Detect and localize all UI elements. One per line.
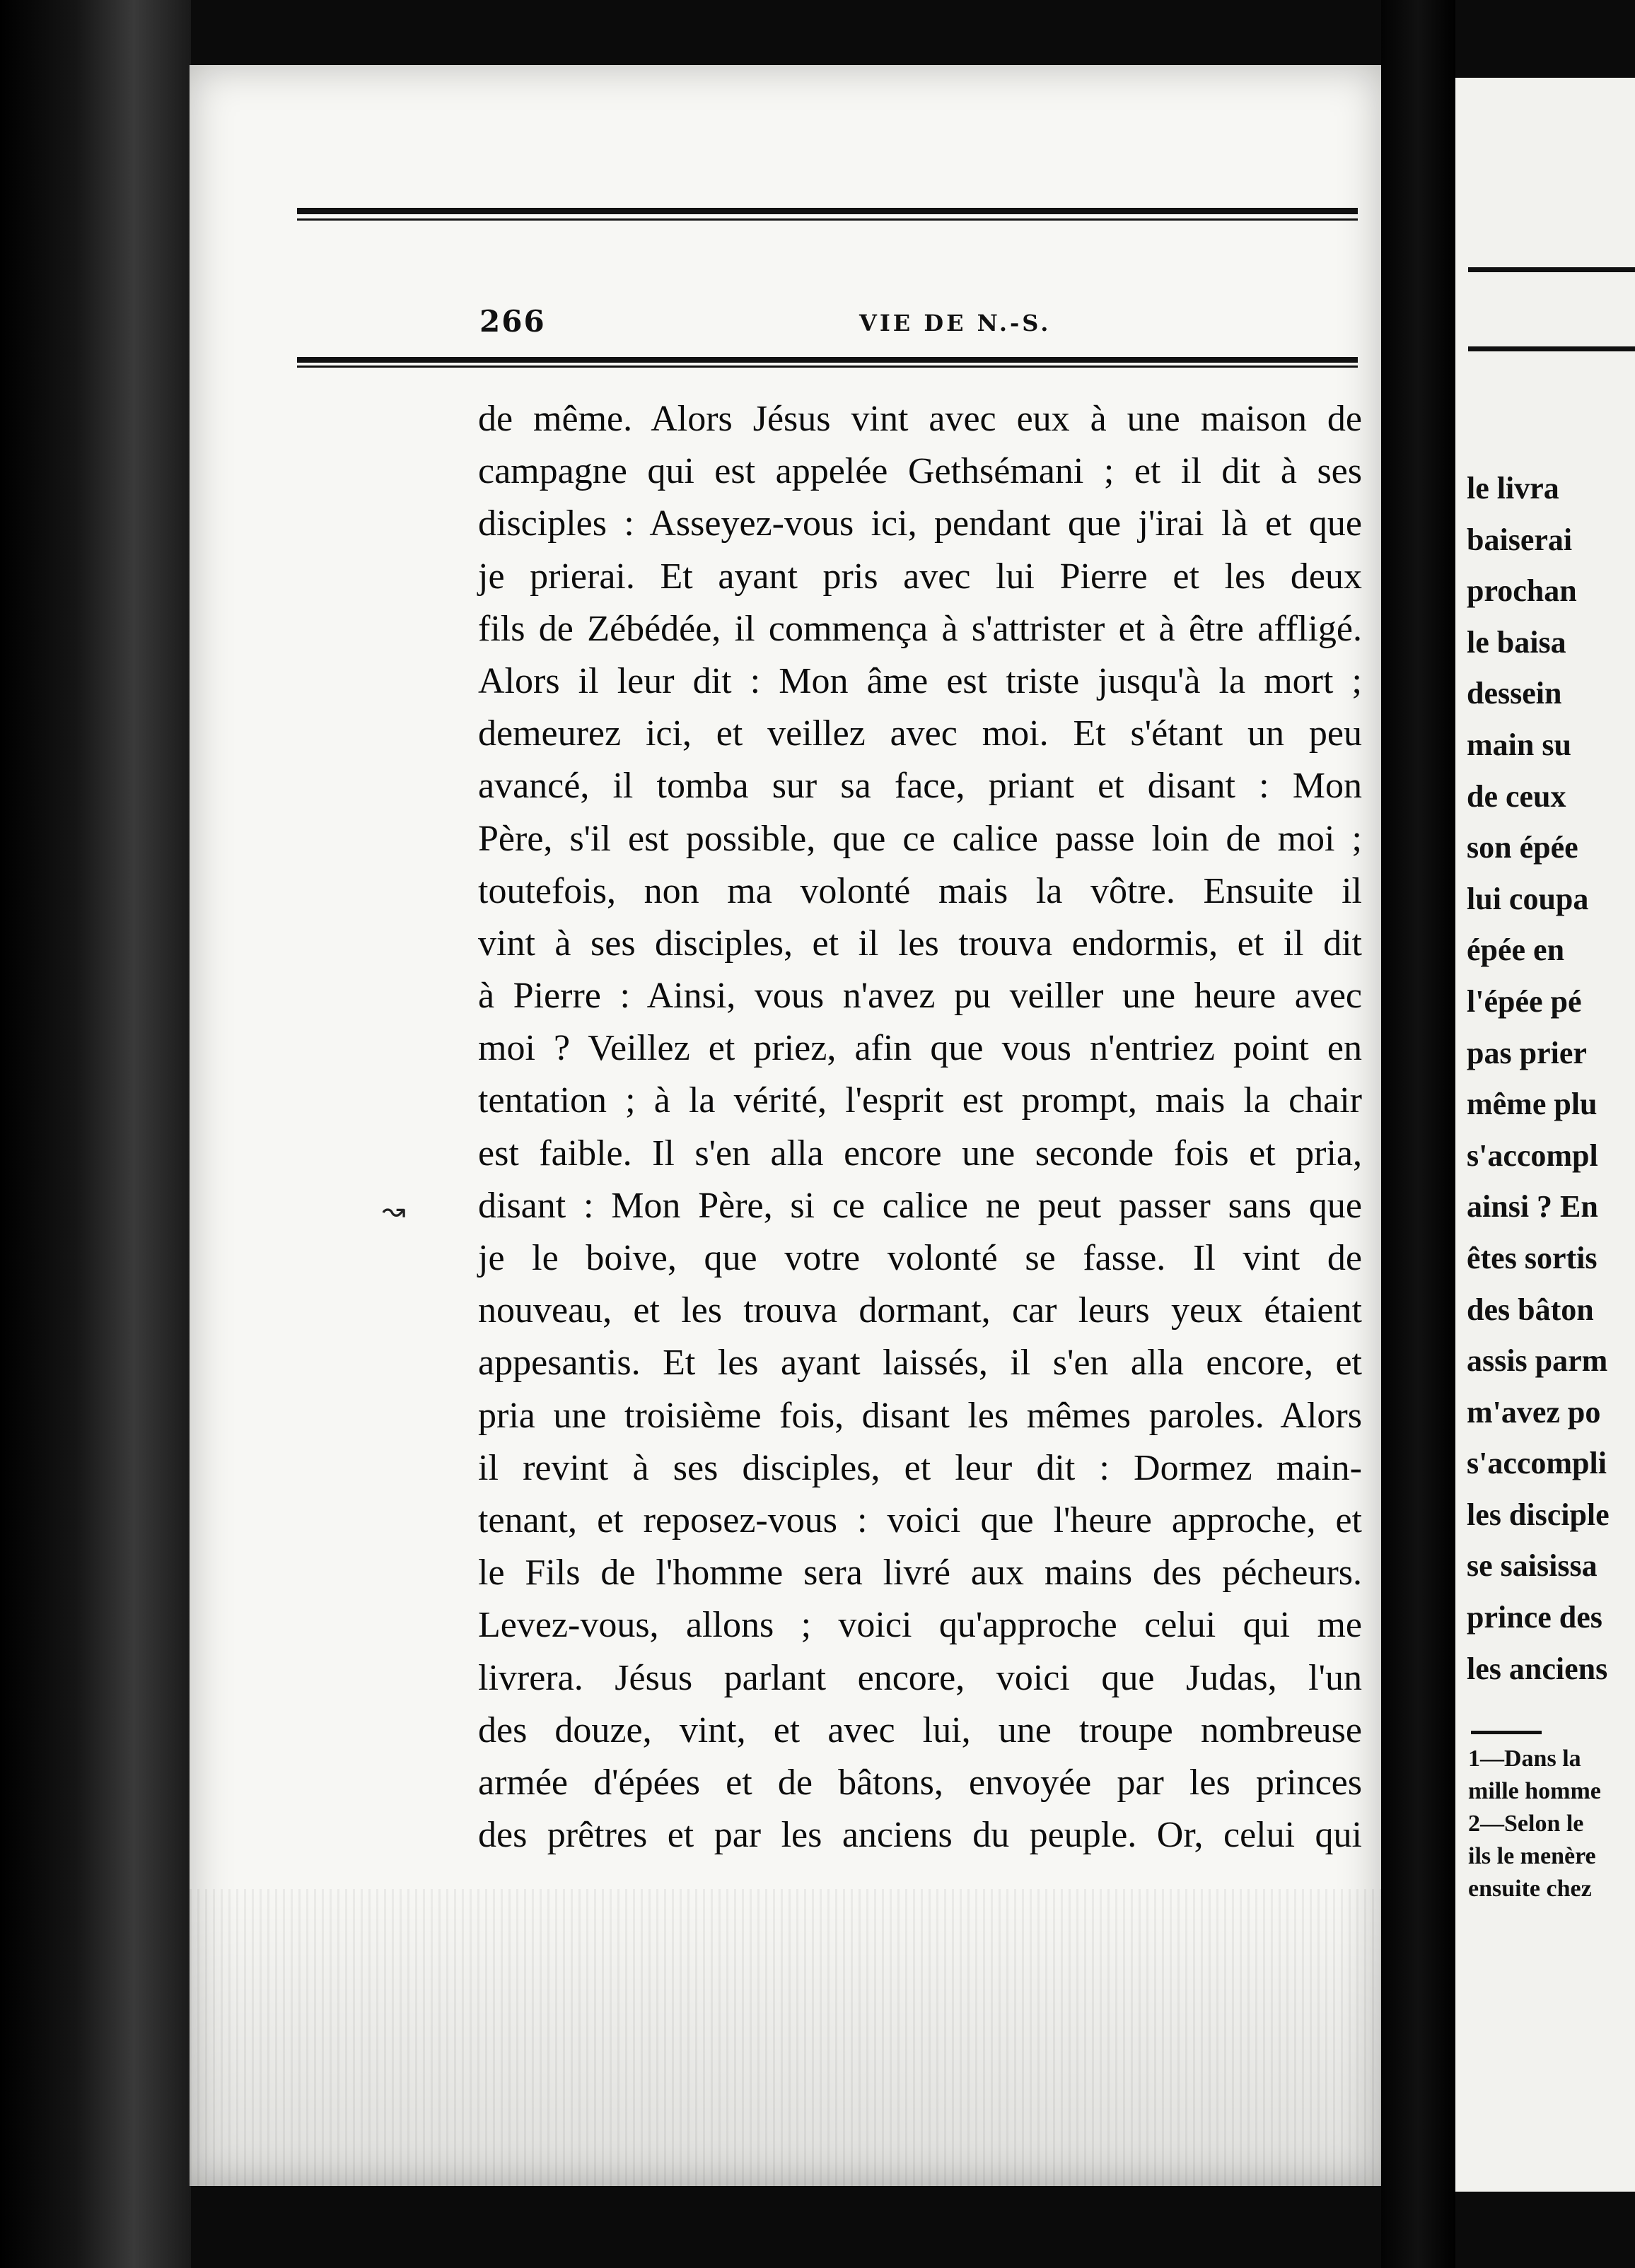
text-line: je le boive, que votre volonté se fasse. Il vint de <box>478 1238 1362 1278</box>
right-page-fragment <box>1455 78 1635 2192</box>
text-line: disant : Mon Père, si ce calice ne peut passer sans que <box>478 1185 1362 1226</box>
footnote-line: 1—Dans la <box>1468 1746 1581 1772</box>
text-line: Père, s'il est possible, que ce calice passe loin de moi ; <box>478 818 1362 859</box>
text-line: disciples : Asseyez-vous ici, pendant que j'irai là et que <box>478 503 1362 544</box>
text-line: armée d'épées et de bâtons, envoyée par les princes <box>478 1762 1362 1803</box>
right-page-line: le livra <box>1467 471 1559 505</box>
page-number: 266 <box>479 304 546 339</box>
right-page-line: m'avez po <box>1467 1394 1601 1430</box>
body-text <box>478 393 1362 1861</box>
page-gutter <box>1381 0 1455 2268</box>
text-line: tentation ; à la vérité, l'esprit est prompt, mais la chair <box>478 1080 1362 1121</box>
right-page-line: ainsi ? En <box>1467 1189 1598 1224</box>
text-line: de même. Alors Jésus vint avec eux à une maison de <box>478 399 1362 439</box>
text-line: des prêtres et par les anciens du peuple. Or, celui qui <box>478 1815 1362 1856</box>
text-line: campagne qui est appelée Gethsémani ; et il dit à ses <box>478 451 1362 492</box>
text-line: toutefois, non ma volonté mais la vôtre. Ensuite il <box>478 870 1362 911</box>
right-page-line: les disciple <box>1467 1497 1610 1532</box>
right-page-line: êtes sortis <box>1467 1240 1598 1275</box>
right-page-line: assis parm <box>1467 1343 1608 1379</box>
text-line: demeurez ici, et veillez avec moi. Et s'étant un peu <box>478 713 1362 754</box>
right-page-rule-bottom <box>1468 346 1635 351</box>
right-page-line: main su <box>1467 727 1571 762</box>
footnote-line: ensuite chez <box>1468 1876 1592 1902</box>
header-rule-bottom-thin <box>297 366 1358 368</box>
right-page-rule-top <box>1468 267 1635 272</box>
right-page-line: lui coupa <box>1467 881 1589 916</box>
right-page-line: des bâton <box>1467 1292 1594 1327</box>
page-header <box>297 304 1358 346</box>
footnote-line: ils le menère <box>1468 1843 1596 1869</box>
header-rule-bottom <box>297 357 1358 363</box>
margin-mark: ↝ <box>382 1195 406 1227</box>
right-page-line: se saisissa <box>1467 1548 1598 1584</box>
text-line: moi ? Veillez et priez, afin que vous n'entriez point en <box>478 1028 1362 1069</box>
right-page-line: prochan <box>1467 573 1577 609</box>
text-line: à Pierre : Ainsi, vous n'avez pu veiller une heure avec <box>478 976 1362 1017</box>
text-line: tenant, et reposez-vous : voici que l'heure approche, et <box>478 1500 1362 1541</box>
text-line: nouveau, et les trouva dormant, car leurs yeux étaient <box>478 1290 1362 1331</box>
text-line: fils de Zébédée, il commença à s'attrister et à être affligé. <box>478 608 1362 649</box>
text-line: appesantis. Et les ayant laissés, il s'en alla encore, et <box>478 1343 1362 1384</box>
text-line: vint à ses disciples, et il les trouva endormis, et il dit <box>478 923 1362 964</box>
right-page-line: l'épée pé <box>1467 983 1582 1019</box>
right-page-line: prince des <box>1467 1600 1602 1635</box>
text-line: Alors il leur dit : Mon âme est triste jusqu'à la mort ; <box>478 660 1362 701</box>
text-line: avancé, il tomba sur sa face, priant et disant : Mon <box>478 766 1362 807</box>
right-page-footnotes <box>1468 1743 1601 1905</box>
right-page-line: les anciens <box>1467 1651 1608 1686</box>
right-page-text <box>1467 463 1610 1695</box>
text-line: le Fils de l'homme sera livré aux mains des pécheurs. <box>478 1553 1362 1594</box>
text-line: pria une troisième fois, disant les mêmes paroles. Alors <box>478 1395 1362 1436</box>
text-line: je prierai. Et ayant pris avec lui Pierre et les deux <box>478 556 1362 597</box>
right-page-line: baiserai <box>1467 522 1573 557</box>
page-scan-noise <box>190 1889 1381 2186</box>
text-line: livrera. Jésus parlant encore, voici que Judas, l'un <box>478 1657 1362 1698</box>
header-rule-top <box>297 208 1358 214</box>
text-line: est faible. Il s'en alla encore une seconde fois et pria, <box>478 1133 1362 1174</box>
right-page-line: dessein <box>1467 676 1562 711</box>
right-page-line: pas prier <box>1467 1035 1587 1070</box>
text-line: il revint à ses disciples, et leur dit : Dormez main- <box>478 1447 1362 1488</box>
right-page-line: son épée <box>1467 830 1578 865</box>
running-head: VIE DE N.-S. <box>859 310 1052 337</box>
right-page-line: s'accompli <box>1467 1446 1607 1481</box>
right-page-line: s'accompl <box>1467 1138 1598 1173</box>
book-binding <box>0 0 191 2268</box>
right-page-line: épée en <box>1467 933 1565 968</box>
text-line: Levez-vous, allons ; voici qu'approche celui qui me <box>478 1605 1362 1646</box>
footnote-line: 2—Selon le <box>1468 1811 1584 1837</box>
footnote-rule <box>1471 1731 1542 1734</box>
right-page-line: même plu <box>1467 1087 1598 1122</box>
header-rule-top-thin <box>297 218 1358 221</box>
text-line: des douze, vint, et avec lui, une troupe nombreuse <box>478 1709 1362 1750</box>
right-page-line: le baisa <box>1467 624 1566 660</box>
footnote-line: mille homme <box>1468 1778 1601 1804</box>
right-page-line: de ceux <box>1467 778 1566 814</box>
